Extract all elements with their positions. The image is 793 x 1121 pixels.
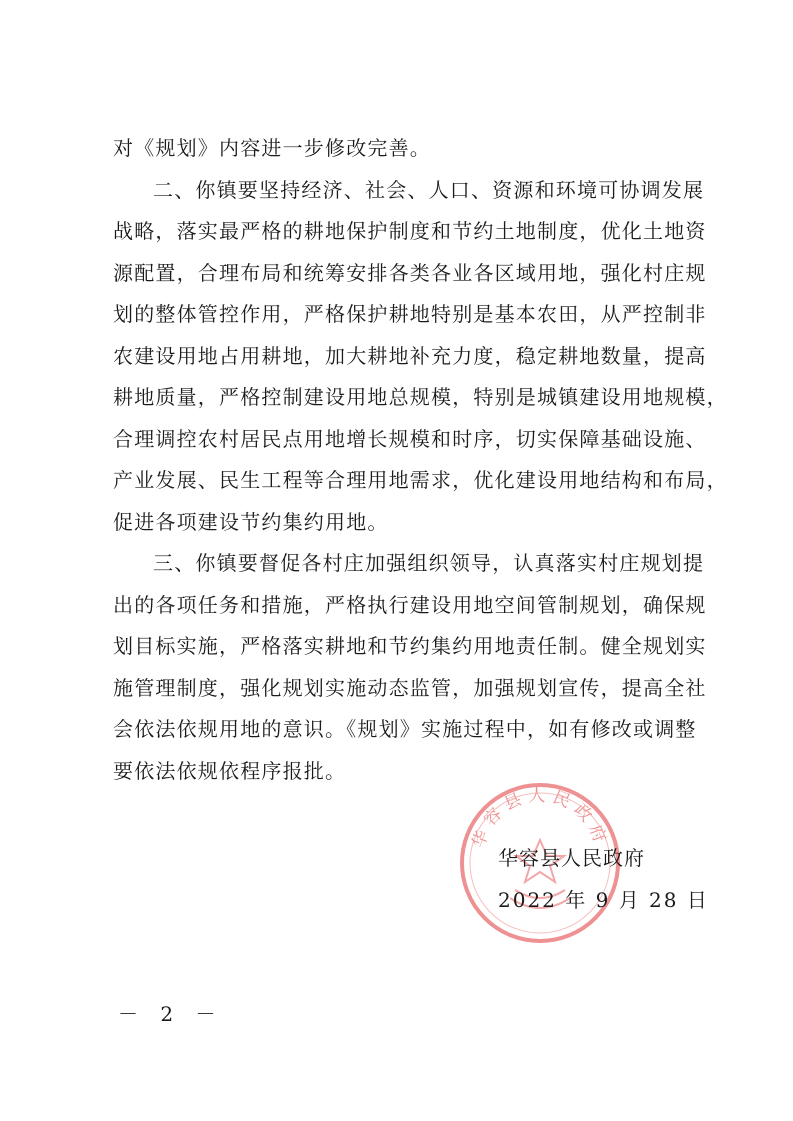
paragraph-line: 划目标实施，严格落实耕地和节约集约用地责任制。健全规划实 <box>113 634 707 658</box>
paragraph-line: 对《规划》内容进一步修改完善。 <box>113 136 431 160</box>
signing-date: 2022 年 9 月 28 日 <box>498 888 709 912</box>
paragraph-line: 要依法依规依程序报批。 <box>113 758 347 783</box>
paragraph-line: 耕地质量，严格控制建设用地总规模，特别是城镇建设用地规模， <box>113 385 728 409</box>
paragraph-line: 会依法依规用地的意识。《规划》实施过程中，如有修改或调整 <box>113 717 697 741</box>
paragraph-line: 源配置，合理布局和统筹安排各类各业各区域用地，强化村庄规 <box>113 260 707 285</box>
paragraph-line: 二、你镇要坚持经济、社会、人口、资源和环境可协调发展 <box>153 177 705 202</box>
signing-organization: 华容县人民政府 <box>498 846 645 870</box>
page-number: － 2 － <box>118 1002 224 1026</box>
paragraph-line: 合理调控农村居民点用地增长规模和时序，切实保障基础设施、 <box>113 426 707 451</box>
paragraph-line: 产业发展、民生工程等合理用地需求，优化建设用地结构和布局， <box>113 468 728 492</box>
paragraph-line: 出的各项任务和措施，严格执行建设用地空间管制规划，确保规 <box>113 592 707 617</box>
paragraph-line: 划的整体管控作用，严格保护耕地特别是基本农田，从严控制非 <box>113 302 707 326</box>
paragraph-line: 农建设用地占用耕地，加大耕地补充力度，稳定耕地数量，提高 <box>113 343 707 368</box>
paragraph-line: 促进各项建设节约集约用地。 <box>113 509 389 534</box>
paragraph-line: 三、你镇要督促各村庄加强组织领导，认真落实村庄规划提 <box>153 551 705 575</box>
document-body <box>113 128 728 792</box>
paragraph-line: 战略，落实最严格的耕地保护制度和节约土地制度，优化土地资 <box>113 219 707 243</box>
paragraph-line: 施管理制度，强化规划实施动态监管，加强规划宣传，提高全社 <box>113 675 707 700</box>
seal-text: 华容县人民政府 <box>468 786 612 851</box>
